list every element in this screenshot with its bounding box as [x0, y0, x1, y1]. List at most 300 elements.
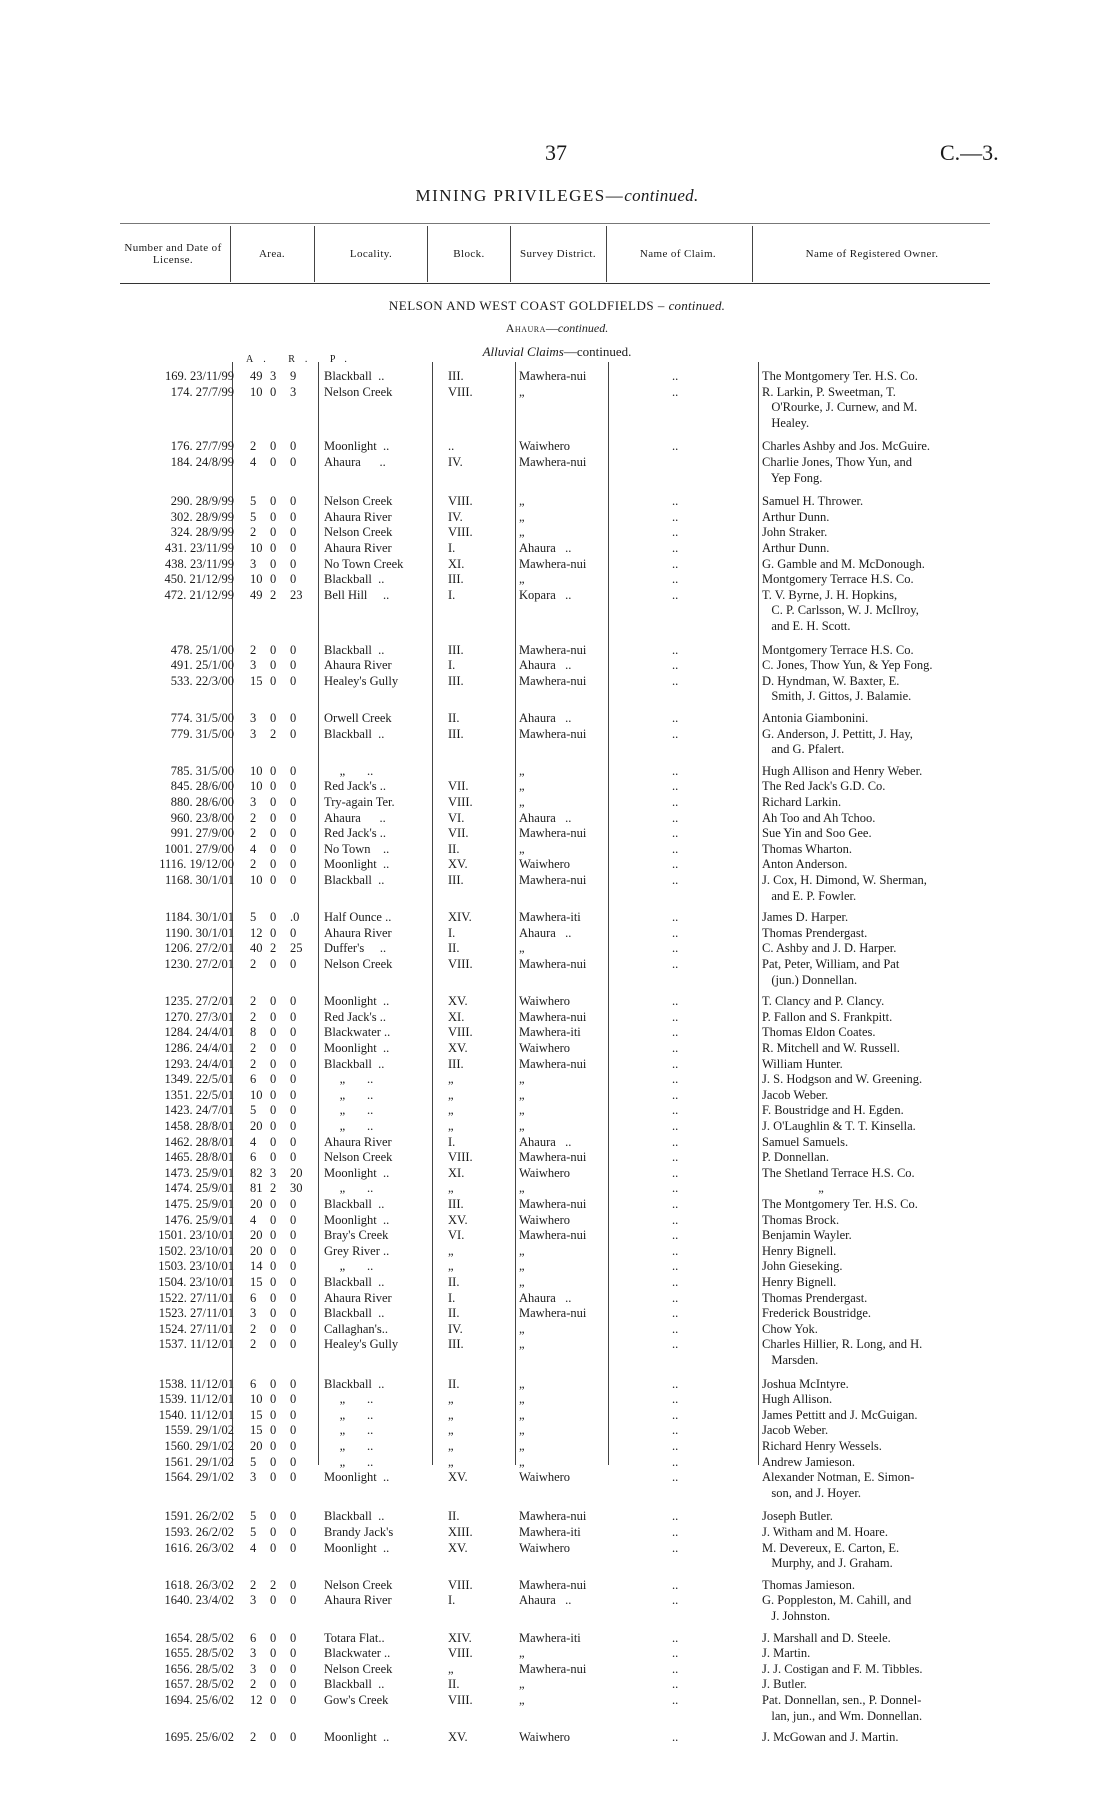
area-acres-cell: 2 [250, 1337, 257, 1352]
owner-cell: J. Cox, H. Dimond, W. Sherman, [762, 873, 927, 887]
area-roods-cell: 0 [270, 779, 277, 794]
locality-cell: Ahaura .. [324, 455, 386, 469]
area-roods-cell: 0 [270, 1470, 277, 1485]
owner-cell: O'Rourke, J. Curnew, and M. [762, 400, 918, 415]
area-perches-cell: 0 [290, 455, 297, 469]
owner-line [0, 710, 1114, 726]
owner-line [0, 1352, 1114, 1368]
locality-cell: „ .. [324, 1259, 374, 1274]
locality-cell: Totara Flat.. [324, 1630, 385, 1645]
area-acres-cell: 5 [250, 1509, 257, 1524]
owner-line [0, 1485, 1114, 1501]
owner-line [0, 726, 1114, 742]
area-roods-cell: 3 [270, 369, 277, 383]
column-header-survey-district: Survey District. [519, 248, 597, 260]
header-separator [427, 226, 428, 282]
owner-cell: Henry Bignell. [762, 1275, 837, 1289]
area-roods-cell: 0 [270, 1103, 277, 1118]
area-roods-cell: 0 [270, 673, 277, 688]
claim-name-cell: .. [672, 673, 679, 688]
owner-line [0, 1524, 1114, 1540]
area-perches-cell: 0 [290, 873, 297, 887]
area-roods-cell: 0 [270, 1275, 277, 1289]
survey-district-cell: „ [519, 1321, 525, 1336]
owner-line [0, 825, 1114, 841]
claim-name-cell: .. [672, 1376, 679, 1391]
block-cell: VI. [448, 810, 465, 825]
block-cell: „ [448, 1423, 454, 1438]
area-acres-cell: 6 [250, 1290, 257, 1305]
block-cell: VIII. [448, 1025, 473, 1040]
area-acres-cell: 20 [250, 1243, 263, 1258]
block-cell: VIII. [448, 795, 473, 809]
area-acres-cell: 3 [250, 1593, 257, 1608]
area-roods-cell: 2 [270, 1577, 277, 1592]
area-perches-cell: 0 [290, 810, 297, 825]
block-cell: XV. [448, 1540, 468, 1555]
area-perches-cell: 0 [290, 1423, 297, 1438]
survey-district-cell: „ [519, 795, 525, 809]
block-cell: XV. [448, 857, 468, 872]
locality-cell: Ahaura River [324, 541, 392, 555]
owner-cell: P. Donnellan. [762, 1150, 830, 1165]
claim-name-cell: .. [672, 1212, 679, 1227]
owner-line [0, 1258, 1114, 1274]
claim-name-cell: .. [672, 1677, 679, 1692]
survey-district-cell: Waiwhero [519, 1041, 571, 1055]
owner-line [0, 794, 1114, 810]
locality-cell: Moonlight .. [324, 1470, 390, 1485]
block-cell: „ [448, 1087, 454, 1102]
survey-district-cell: Ahaura .. [519, 658, 572, 673]
claim-name-cell: .. [672, 1197, 679, 1211]
area-acres-cell: 5 [250, 509, 257, 524]
area-acres-cell: 4 [250, 1134, 257, 1149]
license-cell: 1502. 23/10/01 [158, 1243, 234, 1258]
area-acres-cell: 5 [250, 494, 257, 509]
owner-line [0, 1661, 1114, 1677]
area-perches-cell: 30 [290, 1181, 303, 1196]
area-acres-cell: 10 [250, 541, 263, 555]
locality-cell: Ahaura River [324, 1134, 392, 1149]
owner-line [0, 940, 1114, 956]
locality-cell: Blackwater .. [324, 1646, 391, 1661]
area-roods-cell: 0 [270, 763, 277, 778]
owner-cell: Charles Ashby and Jos. McGuire. [762, 439, 931, 454]
locality-cell: Moonlight .. [324, 439, 390, 454]
area-roods-cell: 0 [270, 925, 277, 940]
owner-cell: Andrew Jamieson. [762, 1454, 856, 1469]
locality-cell: Healey's Gully [324, 673, 399, 688]
locality-cell: Half Ounce .. [324, 910, 392, 925]
claim-name-cell: .. [672, 941, 679, 956]
owner-line [0, 1024, 1114, 1040]
area-roods-cell: 0 [270, 1321, 277, 1336]
area-roods-cell: 0 [270, 1693, 277, 1707]
owner-line [0, 1438, 1114, 1454]
license-cell: 1538. 11/12/01 [158, 1376, 234, 1391]
block-cell: XV. [448, 994, 468, 1009]
area-roods-cell: 0 [270, 841, 277, 856]
claim-name-cell: .. [672, 1392, 679, 1407]
locality-cell: Gow's Creek [324, 1693, 389, 1707]
area-perches-cell: 0 [290, 658, 297, 673]
license-cell: 1655. 28/5/02 [164, 1646, 234, 1661]
area-roods-cell: 0 [270, 455, 277, 469]
block-cell: IV. [448, 455, 463, 469]
block-cell: „ [448, 1259, 454, 1274]
area-perches-cell: 0 [290, 1509, 297, 1524]
survey-district-cell: Mawhera-nui [519, 1509, 587, 1524]
owner-cell: R. Mitchell and W. Russell. [762, 1041, 900, 1055]
area-acres-cell: 4 [250, 841, 257, 856]
owner-cell: Thomas Jamieson. [762, 1577, 856, 1592]
claim-name-cell: .. [672, 1577, 679, 1592]
area-acres-cell: 10 [250, 763, 263, 778]
owner-cell: Thomas Brock. [762, 1212, 840, 1227]
license-cell: 1184. 30/1/01 [165, 910, 234, 925]
claim-name-cell: .. [672, 1661, 679, 1676]
locality-cell: Nelson Creek [324, 1150, 393, 1165]
license-cell: 1423. 24/7/01 [164, 1103, 234, 1118]
claim-name-cell: .. [672, 910, 679, 925]
owner-line [0, 1708, 1114, 1724]
area-perches-cell: 20 [290, 1165, 303, 1180]
area-perches-cell: 0 [290, 1134, 297, 1149]
claim-type-rest: —continued. [563, 344, 632, 359]
claim-name-cell: .. [672, 509, 679, 524]
area-perches-cell: 0 [290, 1009, 297, 1024]
area-roods-cell: 0 [270, 1072, 277, 1087]
area-acres-cell: 3 [250, 726, 257, 741]
block-cell: „ [448, 1661, 454, 1676]
area-perches-cell: 0 [290, 1087, 297, 1102]
area-roods-cell: 0 [270, 1661, 277, 1676]
survey-district-cell: „ [519, 1677, 525, 1692]
area-acres-cell: 2 [250, 1056, 257, 1071]
owner-line [0, 1336, 1114, 1352]
license-cell: 1694. 25/6/02 [164, 1693, 234, 1707]
area-perches-cell: 0 [290, 494, 297, 509]
locality-cell: Bray's Creek [324, 1228, 389, 1243]
claim-name-cell: .. [672, 587, 679, 602]
area-roods-cell: 0 [270, 1243, 277, 1258]
owner-line [0, 657, 1114, 673]
locality-cell: No Town Creek [324, 556, 404, 571]
claim-name-cell: .. [672, 857, 679, 872]
area-acres-cell: 20 [250, 1119, 263, 1133]
owner-cell: Frederick Boustridge. [762, 1306, 872, 1321]
owner-cell: The Montgomery Ter. H.S. Co. [762, 1197, 918, 1211]
owner-cell: Thomas Prendergast. [762, 1290, 868, 1305]
block-cell: I. [448, 925, 456, 940]
area-acres-cell: 81 [250, 1181, 263, 1196]
block-cell: XI. [448, 556, 465, 571]
area-roods-cell: 0 [270, 439, 277, 454]
block-cell: II. [448, 1509, 460, 1524]
subsection-heading: Ahaura—continued. [505, 321, 609, 335]
owner-cell: Thomas Prendergast. [762, 925, 868, 940]
owner-line [0, 925, 1114, 941]
owner-line [0, 587, 1114, 603]
column-header-block: Block. [453, 248, 485, 260]
survey-district-cell: „ [519, 509, 525, 524]
locality-cell: Brandy Jack's [324, 1525, 394, 1539]
area-perches-cell: 0 [290, 1439, 297, 1453]
owner-line [0, 1454, 1114, 1470]
survey-district-cell: Mawhera-nui [519, 873, 587, 887]
owner-line [0, 556, 1114, 572]
locality-cell: Moonlight .. [324, 1730, 390, 1745]
license-cell: 1351. 22/5/01 [164, 1087, 234, 1102]
owner-cell: J. S. Hodgson and W. Greening. [762, 1072, 923, 1087]
block-cell: IV. [448, 509, 463, 524]
license-cell: 1284. 24/4/01 [164, 1025, 234, 1040]
header-rule-bottom [120, 283, 990, 284]
claim-name-cell: .. [672, 1540, 679, 1555]
area-perches-cell: 0 [290, 826, 297, 841]
area-acres-cell: 5 [250, 1525, 257, 1539]
owner-line [0, 509, 1114, 525]
area-roods-cell: 0 [270, 1454, 277, 1469]
area-acres-cell: 12 [250, 1693, 263, 1707]
owner-line [0, 1134, 1114, 1150]
owner-line [0, 909, 1114, 925]
block-cell: .. [448, 439, 455, 454]
locality-cell: Nelson Creek [324, 1577, 393, 1592]
owner-line [0, 872, 1114, 888]
license-cell: 1618. 26/3/02 [164, 1577, 234, 1592]
survey-district-cell: „ [519, 1337, 525, 1352]
area-perches-cell: 0 [290, 1228, 297, 1243]
survey-district-cell: „ [519, 1407, 525, 1422]
area-perches-cell: 0 [290, 1577, 297, 1592]
locality-cell: Moonlight .. [324, 1212, 390, 1227]
area-perches-cell: 0 [290, 1661, 297, 1676]
area-roods-cell: 2 [270, 1181, 277, 1196]
block-cell: III. [448, 572, 464, 587]
area-acres-cell: 10 [250, 873, 263, 887]
locality-cell: Nelson Creek [324, 1661, 393, 1676]
survey-district-cell: Mawhera-nui [519, 1197, 587, 1211]
owner-line [0, 763, 1114, 779]
block-cell: VIII. [448, 1646, 473, 1661]
claim-name-cell: .. [672, 1275, 679, 1289]
area-units-heading: A. R. P. [246, 354, 357, 365]
locality-cell: „ .. [324, 1072, 374, 1087]
locality-cell: Ahaura .. [324, 810, 386, 825]
owner-cell: G. Poppleston, M. Cahill, and [762, 1593, 912, 1608]
survey-district-cell: Mawhera-nui [519, 369, 587, 383]
owner-line [0, 972, 1114, 988]
survey-district-cell: „ [519, 1103, 525, 1118]
survey-district-cell: „ [519, 572, 525, 587]
area-roods-cell: 0 [270, 1259, 277, 1274]
area-acres-cell: 2 [250, 1009, 257, 1024]
locality-cell: Red Jack's .. [324, 826, 386, 841]
survey-district-cell: Mawhera-nui [519, 1228, 587, 1243]
area-roods-cell: 0 [270, 541, 277, 555]
block-cell: I. [448, 1290, 456, 1305]
area-perches-cell: 0 [290, 1540, 297, 1555]
claim-name-cell: .. [672, 1259, 679, 1274]
area-roods-cell: 0 [270, 1228, 277, 1243]
survey-district-cell: Waiwhero [519, 439, 571, 454]
license-cell: 1540. 11/12/01 [158, 1407, 234, 1422]
license-cell: 1168. 30/1/01 [165, 873, 234, 887]
block-cell: „ [448, 1439, 454, 1453]
owner-cell: Marsden. [762, 1353, 819, 1367]
survey-district-cell: Waiwhero [519, 1730, 571, 1745]
area-roods-cell: 0 [270, 1009, 277, 1024]
owner-line [0, 810, 1114, 826]
area-roods-cell: 0 [270, 1056, 277, 1071]
claim-type-italic: Alluvial Claims [482, 344, 564, 359]
owner-line [0, 1118, 1114, 1134]
area-roods-cell: 0 [270, 572, 277, 587]
license-cell: 324. 28/9/99 [170, 525, 234, 540]
survey-district-cell: „ [519, 1376, 525, 1391]
area-acres-cell: 20 [250, 1439, 263, 1453]
area-roods-cell: 0 [270, 1423, 277, 1438]
owner-cell: T. V. Byrne, J. H. Hopkins, [762, 587, 898, 602]
owner-line [0, 993, 1114, 1009]
owner-line [0, 1305, 1114, 1321]
claim-name-cell: .. [672, 1470, 679, 1485]
owner-line [0, 841, 1114, 857]
subsection-heading-italic: continued. [557, 321, 609, 335]
page-number: 37 [545, 140, 567, 165]
page-title-italic: continued. [624, 186, 699, 205]
locality-cell: Moonlight .. [324, 1540, 390, 1555]
area-acres-cell: 15 [250, 1423, 263, 1438]
license-cell: 302. 28/9/99 [170, 509, 234, 524]
license-cell: 1001. 27/9/00 [164, 841, 234, 856]
owner-cell: J. McGowan and J. Martin. [762, 1730, 899, 1745]
area-acres-cell: 3 [250, 1306, 257, 1321]
area-perches-cell: 0 [290, 642, 297, 657]
page-title-main: MINING PRIVILEGES— [415, 186, 625, 205]
area-perches-cell: 0 [290, 1290, 297, 1305]
locality-cell: „ .. [324, 1423, 374, 1438]
survey-district-cell: Mawhera-nui [519, 1577, 587, 1592]
license-cell: 1504. 23/10/01 [158, 1275, 234, 1289]
area-perches-cell: 0 [290, 1470, 297, 1485]
license-cell: 1286. 24/4/01 [164, 1041, 234, 1055]
block-cell: „ [448, 1103, 454, 1118]
claim-name-cell: .. [672, 1407, 679, 1422]
area-perches-cell: 0 [290, 1454, 297, 1469]
claim-name-cell: .. [672, 369, 679, 383]
area-perches-cell: 0 [290, 779, 297, 794]
owner-cell: and E. P. Fowler. [762, 888, 857, 903]
area-acres-cell: 40 [250, 941, 263, 956]
owner-cell: Chow Yok. [762, 1321, 818, 1336]
survey-district-cell: Mawhera-nui [519, 1009, 587, 1024]
license-cell: 785. 31/5/00 [170, 763, 234, 778]
area-acres-cell: 2 [250, 957, 257, 971]
owner-line [0, 1630, 1114, 1646]
locality-cell: Nelson Creek [324, 525, 393, 540]
owner-line [0, 1469, 1114, 1485]
area-acres-cell: 4 [250, 1540, 257, 1555]
locality-cell: Ahaura River [324, 509, 392, 524]
license-cell: 1474. 25/9/01 [164, 1181, 234, 1196]
license-cell: 174. 27/7/99 [170, 384, 234, 399]
survey-district-cell: Ahaura .. [519, 1134, 572, 1149]
area-acres-cell: 12 [250, 925, 263, 940]
area-acres-cell: 10 [250, 572, 263, 587]
owner-cell: „ [762, 1181, 824, 1196]
locality-cell: Try-again Ter. [324, 795, 395, 809]
block-cell: I. [448, 1593, 456, 1608]
area-acres-cell: 20 [250, 1197, 263, 1211]
area-acres-cell: 10 [250, 1087, 263, 1102]
owner-cell: G. Anderson, J. Pettitt, J. Hay, [762, 726, 913, 741]
owner-cell: J. Marshall and D. Steele. [762, 1630, 891, 1645]
area-acres-cell: 49 [250, 587, 263, 602]
owner-cell: Murphy, and J. Graham. [762, 1556, 893, 1571]
area-roods-cell: 0 [270, 1134, 277, 1149]
locality-cell: „ .. [324, 1103, 374, 1118]
owner-cell: Pat, Peter, William, and Pat [762, 957, 900, 971]
claim-name-cell: .. [672, 1103, 679, 1118]
claim-name-cell: .. [672, 1337, 679, 1352]
block-cell: III. [448, 369, 464, 383]
claim-name-cell: .. [672, 1228, 679, 1243]
owner-line [0, 454, 1114, 470]
area-perches-cell: 0 [290, 857, 297, 872]
license-cell: 176. 27/7/99 [170, 439, 234, 454]
area-acres-cell: 3 [250, 711, 257, 725]
license-cell: 290. 28/9/99 [170, 494, 234, 509]
survey-district-cell: Mawhera-nui [519, 556, 587, 571]
owner-cell: Joseph Butler. [762, 1509, 833, 1524]
area-roods-cell: 0 [270, 1087, 277, 1102]
claim-name-cell: .. [672, 1087, 679, 1102]
locality-cell: „ .. [324, 1392, 374, 1407]
claim-name-cell: .. [672, 810, 679, 825]
locality-cell: Blackball .. [324, 873, 385, 887]
subsection-heading-main: Ahaura [505, 321, 546, 335]
locality-cell: Moonlight .. [324, 994, 390, 1009]
claim-name-cell: .. [672, 1439, 679, 1453]
area-acres-cell: 6 [250, 1150, 257, 1165]
area-perches-cell: 0 [290, 1646, 297, 1661]
block-cell: XI. [448, 1009, 465, 1024]
license-cell: 1560. 29/1/02 [164, 1439, 234, 1453]
area-perches-cell: 0 [290, 1275, 297, 1289]
owner-cell: (jun.) Donnellan. [762, 972, 858, 987]
survey-district-cell: „ [519, 779, 525, 794]
owner-cell: The Montgomery Ter. H.S. Co. [762, 369, 918, 383]
block-cell: „ [448, 1407, 454, 1422]
owner-line [0, 524, 1114, 540]
area-perches-cell: 0 [290, 1407, 297, 1422]
area-perches-cell: 0 [290, 1119, 297, 1133]
column-header-locality: Locality. [349, 248, 393, 260]
area-roods-cell: 0 [270, 1646, 277, 1661]
license-cell: 1116. 19/12/00 [159, 857, 234, 872]
survey-district-cell: „ [519, 941, 525, 956]
claim-name-cell: .. [672, 1181, 679, 1196]
license-cell: 845. 28/6/00 [170, 779, 234, 794]
block-cell: I. [448, 541, 456, 555]
area-roods-cell: 0 [270, 795, 277, 809]
license-cell: 1293. 24/4/01 [164, 1056, 234, 1071]
area-acres-cell: 2 [250, 439, 257, 454]
area-perches-cell: 3 [290, 384, 297, 399]
